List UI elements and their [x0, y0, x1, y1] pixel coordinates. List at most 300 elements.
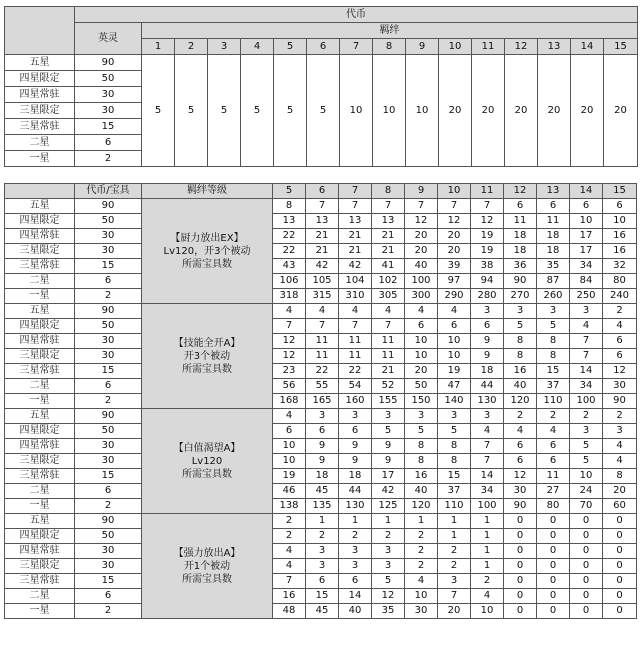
required-count: 130: [339, 499, 372, 514]
required-count: 34: [570, 259, 603, 274]
rank-label: 一星: [5, 394, 75, 409]
required-count: 20: [438, 604, 471, 619]
required-count: 24: [570, 484, 603, 499]
level-header: 5: [273, 184, 306, 199]
required-count: 16: [504, 364, 537, 379]
table-row: [5, 469, 637, 484]
bond-value: 5: [208, 55, 241, 167]
required-count: 3: [339, 409, 372, 424]
required-count: 2: [273, 529, 306, 544]
required-count: 0: [537, 514, 570, 529]
required-count: 40: [504, 379, 537, 394]
required-count: 2: [405, 559, 438, 574]
skill-line: 所需宝具数: [182, 258, 232, 270]
required-count: 32: [603, 259, 637, 274]
token-value: 6: [75, 379, 142, 394]
required-count: 4: [438, 304, 471, 319]
required-count: 8: [537, 334, 570, 349]
required-count: 4: [570, 319, 603, 334]
required-count: 5: [537, 319, 570, 334]
required-count: 0: [504, 529, 537, 544]
required-count: 106: [273, 274, 306, 289]
required-count: 16: [273, 589, 306, 604]
rank-label: 三星常驻: [5, 469, 75, 484]
bond-level-header: 1: [142, 39, 175, 55]
required-count: 42: [339, 259, 372, 274]
required-count: 110: [537, 394, 570, 409]
skill-line: 【技能全开A】: [173, 337, 241, 349]
required-count: 1: [471, 544, 504, 559]
required-count: 270: [504, 289, 537, 304]
bond-level-header: 7: [340, 39, 373, 55]
required-count: 7: [372, 319, 405, 334]
required-count: 20: [438, 244, 471, 259]
required-count: 13: [273, 214, 306, 229]
required-count: 0: [504, 574, 537, 589]
required-count: 110: [438, 499, 471, 514]
required-count: 3: [504, 304, 537, 319]
required-count: 120: [405, 499, 438, 514]
required-count: 4: [603, 454, 637, 469]
token-value: 30: [75, 244, 142, 259]
required-count: 7: [438, 199, 471, 214]
bond-level-header: 6: [307, 39, 340, 55]
required-count: 39: [438, 259, 471, 274]
rank-label: 三星限定: [5, 454, 75, 469]
required-count: 4: [372, 304, 405, 319]
required-count: 10: [405, 349, 438, 364]
required-count: 14: [570, 364, 603, 379]
required-count: 5: [372, 424, 405, 439]
table-row: [5, 7, 638, 23]
required-count: 0: [537, 604, 570, 619]
required-count: 30: [405, 604, 438, 619]
table-row: [5, 574, 637, 589]
required-count: 10: [570, 469, 603, 484]
required-count: 7: [372, 199, 405, 214]
required-count: 20: [438, 229, 471, 244]
skill-description: [142, 304, 273, 409]
required-count: 165: [306, 394, 339, 409]
required-count: 1: [372, 514, 405, 529]
required-count: 3: [405, 409, 438, 424]
required-count: 3: [306, 409, 339, 424]
required-count: 3: [603, 424, 637, 439]
required-count: 7: [339, 199, 372, 214]
rank-label: 五星: [5, 304, 75, 319]
required-count: 130: [471, 394, 504, 409]
table-row: [5, 379, 637, 394]
required-count: 0: [537, 529, 570, 544]
token-value: 30: [75, 439, 142, 454]
required-count: 1: [471, 514, 504, 529]
bond-value: 5: [241, 55, 274, 167]
rank-label: 三星限定: [5, 103, 75, 119]
rank-label: 四星限定: [5, 319, 75, 334]
required-count: 11: [504, 214, 537, 229]
required-count: 0: [570, 544, 603, 559]
required-count: 14: [339, 589, 372, 604]
bond-level-header: 11: [472, 39, 505, 55]
token-value: 30: [75, 454, 142, 469]
required-count: 7: [471, 454, 504, 469]
required-count: 18: [504, 244, 537, 259]
required-count: 19: [471, 229, 504, 244]
required-count: 2: [504, 409, 537, 424]
bond-level-header: 12: [505, 39, 538, 55]
required-count: 6: [603, 349, 637, 364]
required-count: 6: [471, 319, 504, 334]
required-count: 48: [273, 604, 306, 619]
skill-description: [142, 199, 273, 304]
required-count: 22: [273, 229, 306, 244]
required-count: 4: [471, 589, 504, 604]
bond-value: 20: [472, 55, 505, 167]
spirit-value: 50: [75, 71, 142, 87]
required-count: 300: [405, 289, 438, 304]
token-value: 15: [75, 469, 142, 484]
required-count: 27: [537, 484, 570, 499]
required-count: 16: [603, 229, 637, 244]
token-value: 90: [75, 409, 142, 424]
token-value: 6: [75, 484, 142, 499]
required-count: 3: [339, 544, 372, 559]
required-count: 250: [570, 289, 603, 304]
required-count: 22: [306, 364, 339, 379]
required-count: 4: [405, 574, 438, 589]
skill-line: 【白值渴望A】: [173, 442, 241, 454]
table-row: [5, 319, 637, 334]
required-count: 17: [570, 244, 603, 259]
required-count: 15: [306, 589, 339, 604]
required-count: 0: [537, 574, 570, 589]
table-row: [5, 544, 637, 559]
required-count: 6: [438, 319, 471, 334]
level-header: 13: [537, 184, 570, 199]
required-count: 8: [405, 454, 438, 469]
required-count: 46: [273, 484, 306, 499]
rank-label: 二星: [5, 274, 75, 289]
bond-value: 10: [406, 55, 439, 167]
required-count: 19: [471, 244, 504, 259]
required-count: 12: [273, 349, 306, 364]
required-count: 120: [504, 394, 537, 409]
required-count: 0: [504, 559, 537, 574]
bond-value: 20: [571, 55, 604, 167]
required-count: 6: [603, 334, 637, 349]
required-count: 135: [306, 499, 339, 514]
level-header: 11: [471, 184, 504, 199]
required-count: 315: [306, 289, 339, 304]
required-count: 290: [438, 289, 471, 304]
required-count: 17: [570, 229, 603, 244]
level-header: 7: [339, 184, 372, 199]
required-count: 0: [504, 544, 537, 559]
required-count: 155: [372, 394, 405, 409]
required-count: 44: [471, 379, 504, 394]
required-count: 18: [504, 229, 537, 244]
required-count: 21: [339, 244, 372, 259]
table-row: [5, 529, 637, 544]
required-count: 0: [570, 559, 603, 574]
required-count: 7: [570, 349, 603, 364]
required-count: 0: [570, 574, 603, 589]
required-count: 84: [570, 274, 603, 289]
required-count: 2: [339, 529, 372, 544]
required-count: 7: [438, 589, 471, 604]
required-count: 21: [339, 229, 372, 244]
required-count: 35: [537, 259, 570, 274]
required-count: 1: [306, 514, 339, 529]
token-value: 90: [75, 304, 142, 319]
skill-line: 【强力放出A】: [173, 547, 241, 559]
skill-line: Lv120: [191, 455, 223, 467]
required-count: 10: [471, 604, 504, 619]
required-count: 45: [306, 604, 339, 619]
required-count: 3: [438, 574, 471, 589]
rank-label: 一星: [5, 499, 75, 514]
table-row: [5, 424, 637, 439]
token-value: 50: [75, 529, 142, 544]
required-count: 105: [306, 274, 339, 289]
required-count: 3: [339, 559, 372, 574]
required-count: 11: [339, 349, 372, 364]
required-count: 19: [273, 469, 306, 484]
level-header: 6: [306, 184, 339, 199]
bond-level-header: 羁绊等级: [142, 184, 273, 199]
required-count: 11: [306, 349, 339, 364]
required-count: 16: [603, 244, 637, 259]
required-count: 0: [603, 559, 637, 574]
required-count: 318: [273, 289, 306, 304]
required-count: 9: [372, 454, 405, 469]
bond-value: 5: [142, 55, 175, 167]
required-count: 6: [273, 424, 306, 439]
required-count: 18: [537, 244, 570, 259]
rank-label: 三星限定: [5, 349, 75, 364]
token-value: 15: [75, 574, 142, 589]
required-count: 305: [372, 289, 405, 304]
required-count: 8: [537, 349, 570, 364]
required-count: 260: [537, 289, 570, 304]
required-count: 0: [537, 544, 570, 559]
token-value: 30: [75, 334, 142, 349]
required-count: 8: [273, 199, 306, 214]
required-count: 11: [306, 334, 339, 349]
table-row: [5, 439, 637, 454]
skill-line: 【厨力放出EX】: [170, 232, 244, 244]
required-count: 2: [603, 304, 637, 319]
required-count: 50: [405, 379, 438, 394]
required-count: 20: [603, 484, 637, 499]
required-count: 9: [306, 454, 339, 469]
noble-phantasm-table: [4, 183, 637, 619]
required-count: 9: [339, 454, 372, 469]
table-row: [5, 604, 637, 619]
required-count: 22: [339, 364, 372, 379]
skill-line: 开3个被动: [183, 350, 231, 362]
required-count: 12: [405, 214, 438, 229]
rank-label: 三星常驻: [5, 364, 75, 379]
token-value: 2: [75, 394, 142, 409]
level-header: 10: [438, 184, 471, 199]
required-count: 12: [471, 214, 504, 229]
level-header: 15: [603, 184, 637, 199]
required-count: 17: [372, 469, 405, 484]
required-count: 6: [603, 199, 637, 214]
bond-level-header: 3: [208, 39, 241, 55]
table-row: [5, 304, 637, 319]
required-count: 8: [405, 439, 438, 454]
bond-value: 5: [175, 55, 208, 167]
required-count: 3: [372, 409, 405, 424]
rank-label: 二星: [5, 379, 75, 394]
bond-value: 5: [307, 55, 340, 167]
required-count: 12: [273, 334, 306, 349]
token-value: 30: [75, 229, 142, 244]
required-count: 1: [339, 514, 372, 529]
required-count: 20: [405, 364, 438, 379]
token-value: 50: [75, 319, 142, 334]
bond-value: 10: [340, 55, 373, 167]
token-value: 50: [75, 424, 142, 439]
required-count: 43: [273, 259, 306, 274]
table-row: [5, 589, 637, 604]
required-count: 240: [603, 289, 637, 304]
required-count: 3: [471, 409, 504, 424]
required-count: 9: [306, 439, 339, 454]
table-row: [5, 454, 637, 469]
required-count: 10: [273, 439, 306, 454]
required-count: 310: [339, 289, 372, 304]
required-count: 1: [438, 529, 471, 544]
rank-label: 四星常驻: [5, 439, 75, 454]
required-count: 5: [570, 439, 603, 454]
required-count: 34: [570, 379, 603, 394]
bond-level-header: 4: [241, 39, 274, 55]
bond-header: 羁绊: [142, 23, 638, 39]
required-count: 6: [339, 424, 372, 439]
required-count: 102: [372, 274, 405, 289]
required-count: 20: [405, 244, 438, 259]
spirit-value: 15: [75, 119, 142, 135]
required-count: 3: [570, 304, 603, 319]
required-count: 100: [570, 394, 603, 409]
bond-value: 20: [505, 55, 538, 167]
required-count: 7: [471, 199, 504, 214]
required-count: 10: [438, 334, 471, 349]
required-count: 1: [471, 529, 504, 544]
bond-value: 20: [604, 55, 638, 167]
required-count: 34: [471, 484, 504, 499]
table-row: [5, 289, 637, 304]
required-count: 0: [570, 529, 603, 544]
skill-line: 所需宝具数: [182, 468, 232, 480]
token-value: 30: [75, 559, 142, 574]
required-count: 0: [603, 604, 637, 619]
required-count: 7: [405, 199, 438, 214]
required-count: 1: [438, 514, 471, 529]
required-count: 10: [405, 334, 438, 349]
rank-label: 二星: [5, 484, 75, 499]
rank-label: 四星限定: [5, 529, 75, 544]
required-count: 160: [339, 394, 372, 409]
required-count: 40: [405, 484, 438, 499]
required-count: 2: [372, 529, 405, 544]
required-count: 4: [537, 424, 570, 439]
required-count: 150: [405, 394, 438, 409]
required-count: 16: [405, 469, 438, 484]
required-count: 11: [372, 334, 405, 349]
rank-label: 二星: [5, 135, 75, 151]
required-count: 30: [504, 484, 537, 499]
required-count: 2: [438, 559, 471, 574]
required-count: 7: [273, 574, 306, 589]
required-count: 87: [537, 274, 570, 289]
required-count: 45: [306, 484, 339, 499]
required-count: 19: [438, 364, 471, 379]
bond-token-table: [4, 6, 638, 167]
required-count: 6: [339, 574, 372, 589]
skill-line: 所需宝具数: [182, 573, 232, 585]
required-count: 4: [471, 424, 504, 439]
required-count: 7: [306, 199, 339, 214]
level-header: 9: [405, 184, 438, 199]
required-count: 30: [603, 379, 637, 394]
required-count: 5: [504, 319, 537, 334]
spirit-value: 90: [75, 55, 142, 71]
table-row: [5, 55, 638, 71]
skill-description: [142, 514, 273, 619]
required-count: 0: [504, 514, 537, 529]
corner-cell: [5, 7, 75, 55]
required-count: 4: [273, 559, 306, 574]
required-count: 1: [471, 559, 504, 574]
required-count: 11: [537, 214, 570, 229]
required-count: 6: [504, 439, 537, 454]
bond-level-header: 5: [274, 39, 307, 55]
bond-value: 10: [373, 55, 406, 167]
required-count: 10: [405, 589, 438, 604]
required-count: 23: [273, 364, 306, 379]
bond-value: 20: [439, 55, 472, 167]
skill-line: Lv120，开3个被动: [163, 245, 251, 257]
bond-level-header: 9: [406, 39, 439, 55]
required-count: 54: [339, 379, 372, 394]
required-count: 10: [570, 214, 603, 229]
rank-label: 三星常驻: [5, 259, 75, 274]
required-count: 6: [537, 454, 570, 469]
required-count: 2: [306, 529, 339, 544]
table-row: [5, 364, 637, 379]
required-count: 6: [537, 199, 570, 214]
required-count: 2: [603, 409, 637, 424]
required-count: 2: [405, 544, 438, 559]
table-row: [5, 499, 637, 514]
required-count: 3: [306, 559, 339, 574]
required-count: 38: [471, 259, 504, 274]
rank-label: 一星: [5, 604, 75, 619]
token-value: 2: [75, 499, 142, 514]
required-count: 80: [537, 499, 570, 514]
rank-label: 五星: [5, 409, 75, 424]
required-count: 4: [504, 424, 537, 439]
rank-label: 一星: [5, 289, 75, 304]
table-row: [5, 394, 637, 409]
required-count: 14: [471, 469, 504, 484]
required-count: 4: [273, 409, 306, 424]
table-row: [5, 244, 637, 259]
